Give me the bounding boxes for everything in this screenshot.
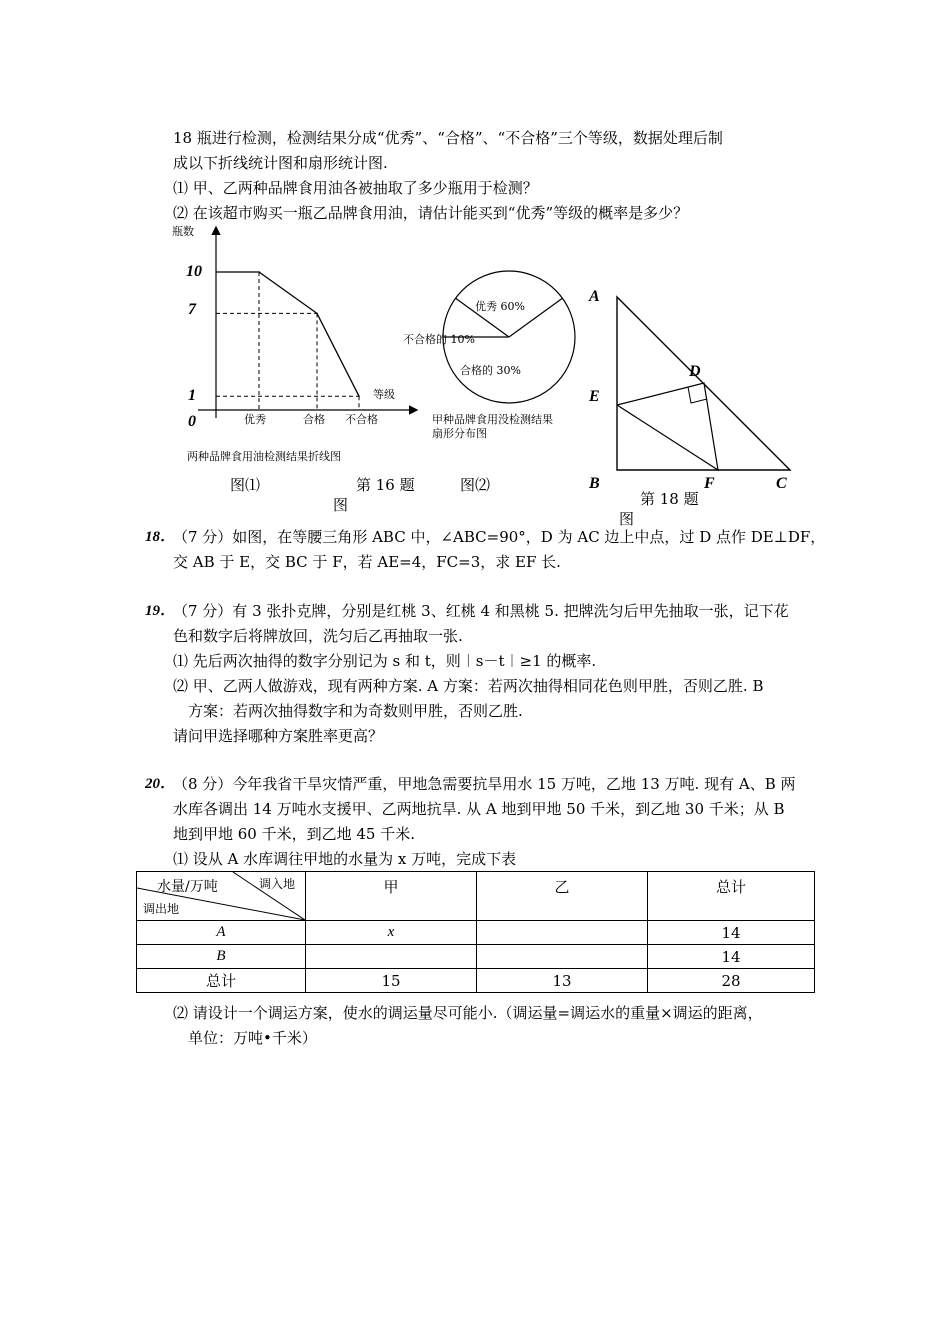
header-yi: 乙 xyxy=(477,872,648,921)
cell-B-total: 14 xyxy=(648,945,815,969)
problem-19-question-2a: ⑵ 甲、乙两人做游戏，现有两种方案. A 方案：若两次抽得相同花色则甲胜，否则乙胜. B xyxy=(173,677,764,695)
series-line xyxy=(216,272,359,396)
intro-question-2: ⑵ 在该超市购买一瓶乙品牌食用油，请估计能买到“优秀”等级的概率是多少？ xyxy=(173,204,689,222)
cell-A-jia: x xyxy=(306,921,477,945)
y-tick-1: 1 xyxy=(188,387,196,404)
fig16-caption-line-2: 图 xyxy=(333,496,349,514)
right-angle-mark xyxy=(688,387,707,403)
problem-19-question-2b: 方案：若两次抽得数字和为奇数则甲胜，否则乙胜. xyxy=(188,702,523,720)
point-F: F xyxy=(704,475,715,492)
cell-B-jia xyxy=(306,945,477,969)
x-tick-unqualified: 不合格 xyxy=(345,413,378,426)
corner-top-label: 水量/万吨 xyxy=(157,879,218,895)
fig18-caption-line-1: 第 18 题 xyxy=(640,490,699,508)
pie-label-excellent: 优秀 60% xyxy=(475,300,525,313)
problem-18-number: 18． xyxy=(145,529,176,545)
problem-18-line-2: 交 AB 于 E，交 BC 于 F，若 AE=4，FC=3，求 EF 长. xyxy=(173,553,561,571)
problem-19-number: 19． xyxy=(145,603,176,619)
x-tick-qualified: 合格 xyxy=(303,413,325,426)
row-label-A: A xyxy=(137,921,306,945)
row-label-B: B xyxy=(137,945,306,969)
table-corner-cell xyxy=(137,872,306,921)
intro-line-1: 18 瓶进行检测，检测结果分成“优秀”、“合格”、“不合格”三个等级，数据处理后制 xyxy=(173,129,723,147)
problem-19-question-1: ⑴ 先后两次抽得的数字分别记为 s 和 t，则︱s－t︱≥1 的概率. xyxy=(173,652,597,670)
header-jia: 甲 xyxy=(306,872,477,921)
cell-total-yi: 13 xyxy=(477,969,648,993)
point-A: A xyxy=(589,288,600,305)
corner-bottom-label: 调出地 xyxy=(143,902,180,916)
problem-20-line-3: 地到甲地 60 千米，到乙地 45 千米. xyxy=(173,825,416,843)
point-B: B xyxy=(589,475,600,492)
cell-A-total: 14 xyxy=(648,921,815,945)
problem-20-line-2: 水库各调出 14 万吨水支援甲、乙两地抗旱. 从 A 地到甲地 50 千米，到乙地 30 千米；从 B xyxy=(173,800,785,818)
table-row xyxy=(137,921,815,945)
problem-20-question-2a: ⑵ 请设计一个调运方案，使水的调运量尽可能小.（调运量=调运水的重量×调运的距离， xyxy=(173,1004,763,1022)
problem-19-line-2: 色和数字后将牌放回，洗匀后乙再抽取一张. xyxy=(173,627,463,645)
point-E: E xyxy=(589,388,600,405)
problem-18-line-1: （7 分）如图，在等腰三角形 ABC 中，∠ABC=90°，D 为 AC 边上中点，过 D 点作 DE⊥DF， xyxy=(173,528,826,546)
header-total: 总计 xyxy=(648,872,815,921)
y-tick-10: 10 xyxy=(186,263,202,280)
pie-label-qualified: 合格的 30% xyxy=(460,364,521,377)
cell-total-total: 28 xyxy=(648,969,815,993)
table-row xyxy=(137,945,815,969)
pie-subtitle-2: 扇形分布图 xyxy=(432,427,487,440)
triangle-svg xyxy=(600,285,800,480)
point-C: C xyxy=(776,475,787,492)
y-axis-label: 瓶数 xyxy=(172,225,194,238)
problem-19-question-3: 请问甲选择哪种方案胜率更高？ xyxy=(173,727,384,745)
x-tick-excellent: 优秀 xyxy=(244,413,266,426)
problem-20-question-2b: 单位：万吨•千米） xyxy=(188,1029,317,1047)
cell-total-jia: 15 xyxy=(306,969,477,993)
problem-20-number: 20． xyxy=(145,776,176,792)
intro-question-1: ⑴ 甲、乙两种品牌食用油各被抽取了多少瓶用于检测？ xyxy=(173,179,538,197)
x-axis-label: 等级 xyxy=(373,388,395,401)
intro-line-2: 成以下折线统计图和扇形统计图. xyxy=(173,154,388,172)
cell-B-yi xyxy=(477,945,648,969)
pie-subtitle-1: 甲种品牌食用没检测结果 xyxy=(432,413,553,426)
table-row xyxy=(137,969,815,993)
fig16-caption-line-1: 第 16 题 xyxy=(356,476,415,494)
cell-A-yi xyxy=(477,921,648,945)
corner-right-label: 调入地 xyxy=(259,877,296,891)
triangle-edf xyxy=(617,383,718,470)
y-tick-0: 0 xyxy=(188,413,196,430)
distribution-table xyxy=(136,871,815,993)
line-chart-subtitle: 两种品牌食用油检测结果折线图 xyxy=(187,450,341,463)
line-chart-svg xyxy=(170,222,430,452)
figure-2-caption: 图⑵ xyxy=(460,476,491,494)
problem-20-question-1: ⑴ 设从 A 水库调往甲地的水量为 x 万吨，完成下表 xyxy=(173,850,517,868)
figure-1-caption: 图⑴ xyxy=(230,476,261,494)
point-D: D xyxy=(689,363,701,380)
pie-label-unqualified: 不合格的 10% xyxy=(403,333,475,346)
problem-20-line-1: （8 分）今年我省干旱灾情严重，甲地急需要抗旱用水 15 万吨，乙地 13 万吨. 现有 A、B 两 xyxy=(173,775,796,793)
y-tick-7: 7 xyxy=(188,301,196,318)
problem-19-line-1: （7 分）有 3 张扑克牌，分别是红桃 3、红桃 4 和黑桃 5. 把牌洗匀后甲先抽取一张，记下花 xyxy=(173,602,789,620)
fig18-caption-line-2: 图 xyxy=(619,510,635,528)
row-label-total: 总计 xyxy=(137,969,306,993)
